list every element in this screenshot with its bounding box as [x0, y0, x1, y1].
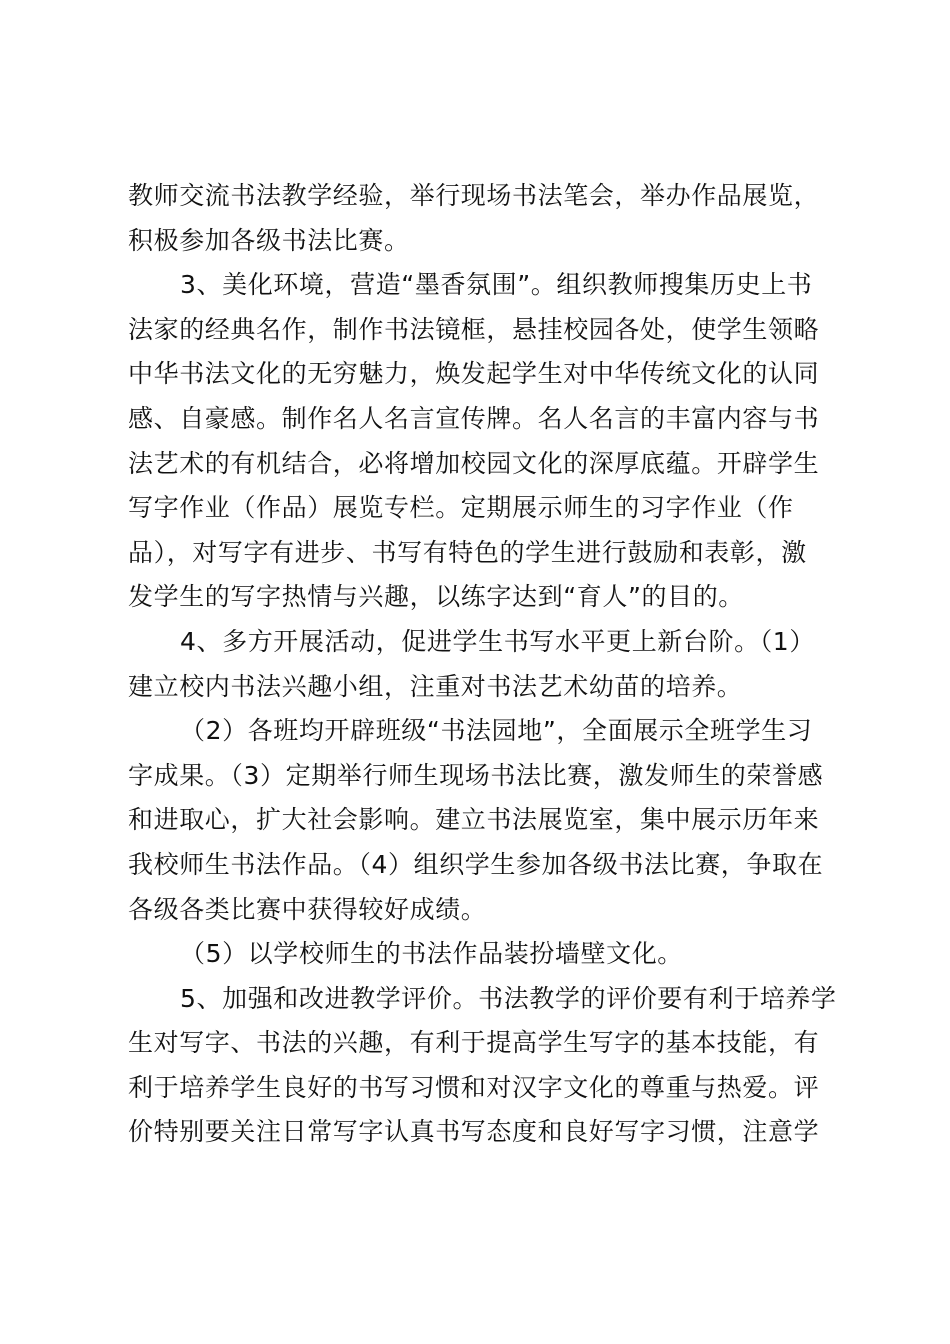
text-line: 写字作业（作品）展览专栏。定期展示师生的习字作业（作: [128, 493, 794, 523]
text-line: 发学生的写字热情与兴趣，以练字达到“育人”的目的。: [128, 582, 744, 612]
text-line: 教师交流书法教学经验，举行现场书法笔会，举办作品展览，: [128, 181, 820, 210]
text-line: 和进取心，扩大社会影响。建立书法展览室，集中展示历年来: [128, 805, 820, 835]
text-line: 我校师生书法作品。（4）组织学生参加各级书法比赛，争取在: [128, 849, 824, 879]
text-line: 各级各类比赛中获得较好成绩。: [128, 894, 487, 924]
text-line: 法家的经典名作，制作书法镜框，悬挂校园各处，使学生领略: [128, 314, 820, 344]
paragraph-start-line: 4、多方开展活动，促进学生书写水平更上新台阶。（1）: [180, 626, 815, 656]
text-line: 中华书法文化的无穷魅力，焕发起学生对中华传统文化的认同: [128, 359, 820, 389]
paragraph-start-line: （2）各班均开辟班级“书法园地”，全面展示全班学生习: [180, 716, 813, 746]
text-line: 建立校内书法兴趣小组，注重对书法艺术幼苗的培养。: [128, 671, 743, 701]
paragraph-start-line: 3、美化环境，营造“墨香氛围”。组织教师搜集历史上书: [180, 270, 813, 300]
text-line: 价特别要关注日常写字认真书写态度和良好写字习惯，注意学: [128, 1117, 820, 1147]
text-line: 积极参加各级书法比赛。: [128, 225, 410, 255]
text-line: 生对写字、书法的兴趣，有利于提高学生写字的基本技能，有: [128, 1028, 820, 1058]
text-line: 法艺术的有机结合，必将增加校园文化的深厚底蕴。开辟学生: [128, 448, 820, 478]
paragraph-start-line: （5）以学校师生的书法作品装扮墙壁文化。: [180, 939, 683, 969]
text-line: 字成果。（3）定期举行师生现场书法比赛，激发师生的荣誉感: [128, 760, 824, 790]
document-body: [128, 174, 837, 1155]
paragraph-start-line: 5、加强和改进教学评价。书法教学的评价要有利于培养学: [180, 983, 837, 1013]
text-line: 品），对写字有进步、书写有特色的学生进行鼓励和表彰，激: [128, 537, 807, 567]
text-line: 感、自豪感。制作名人名言宣传牌。名人名言的丰富内容与书: [128, 403, 820, 433]
text-line: 利于培养学生良好的书写习惯和对汉字文化的尊重与热爱。评: [128, 1072, 820, 1102]
